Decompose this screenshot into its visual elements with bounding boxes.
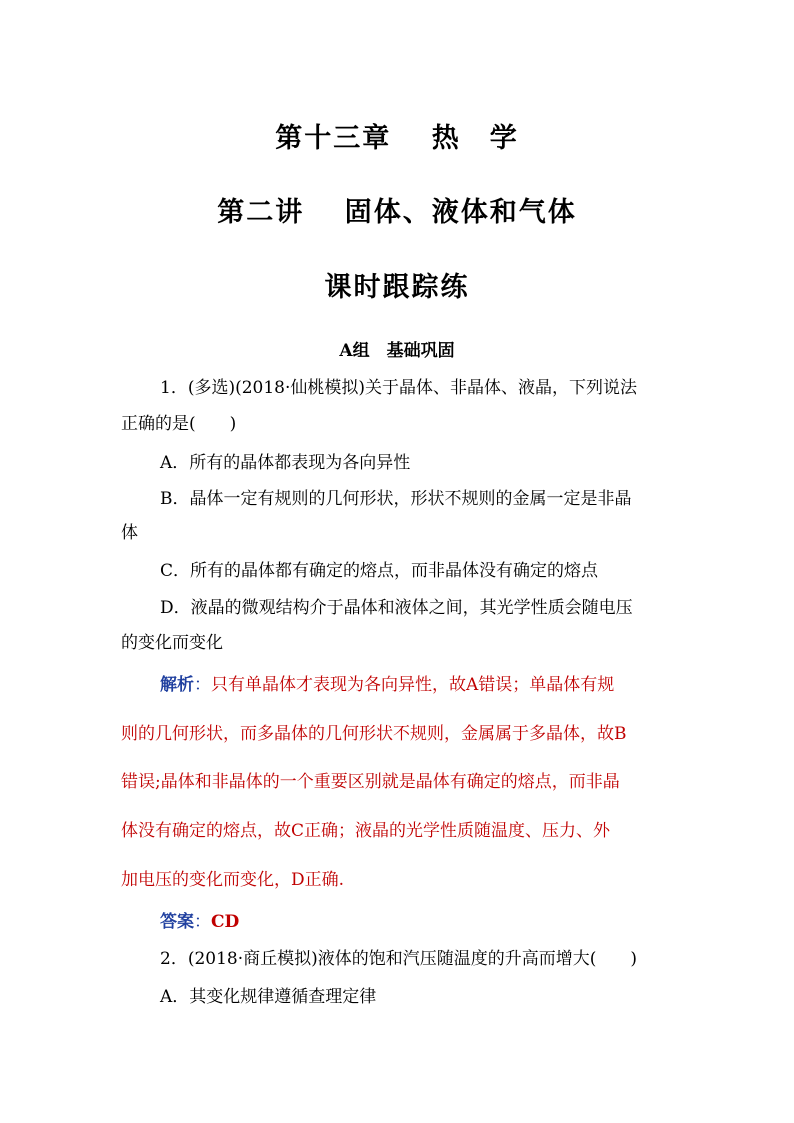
question-1-line-1: 1．(多选)(2018·仙桃模拟)关于晶体、非晶体、液晶，下列说法 [160,378,638,398]
answer-value: CD [211,912,240,932]
analysis-line-3: 错误;晶体和非晶体的一个重要区别就是晶体有确定的熔点，而非晶 [121,772,620,792]
analysis-colon: ： [194,675,211,695]
answer-colon: ： [194,912,211,932]
question-1-option-b-line-2: 体 [121,523,138,543]
analysis-line-5: 加电压的变化而变化，D正确. [121,870,345,890]
question-1-option-d-line-2: 的变化而变化 [121,633,223,653]
analysis-line-4: 体没有确定的熔点，故C正确；液晶的光学性质随温度、压力、外 [121,821,611,841]
question-2-option-a: A．其变化规律遵循查理定律 [160,987,377,1007]
question-1-option-d-line-1: D．液晶的微观结构介于晶体和液体之间，其光学性质会随电压 [160,598,633,618]
analysis-line-2: 则的几何形状，而多晶体的几何形状不规则，金属属于多晶体，故B [121,724,627,744]
answer-line [160,911,239,933]
analysis-line-1 [160,674,614,696]
question-1-option-c: C．所有的晶体都有确定的熔点，而非晶体没有确定的熔点 [160,561,599,581]
question-1-option-b-line-1: B．晶体一定有规则的几何形状，形状不规则的金属一定是非晶 [160,489,632,509]
group-heading: A组 基础巩固 [339,341,455,361]
question-2-line-1: 2．(2018·商丘模拟)液体的饱和汽压随温度的升高而增大( ) [160,949,638,969]
answer-label: 答案 [160,912,194,932]
question-1-line-2: 正确的是( ) [121,414,237,434]
analysis-text-1: 只有单晶体才表现为各向异性，故A错误；单晶体有规 [211,675,615,695]
chapter-title: 第十三章 热 学 [275,123,519,154]
analysis-label: 解析 [160,675,194,695]
question-1-option-a: A．所有的晶体都表现为各向异性 [160,453,411,473]
lecture-title: 第二讲 固体、液体和气体 [217,197,577,228]
practice-title: 课时跟踪练 [324,272,470,303]
